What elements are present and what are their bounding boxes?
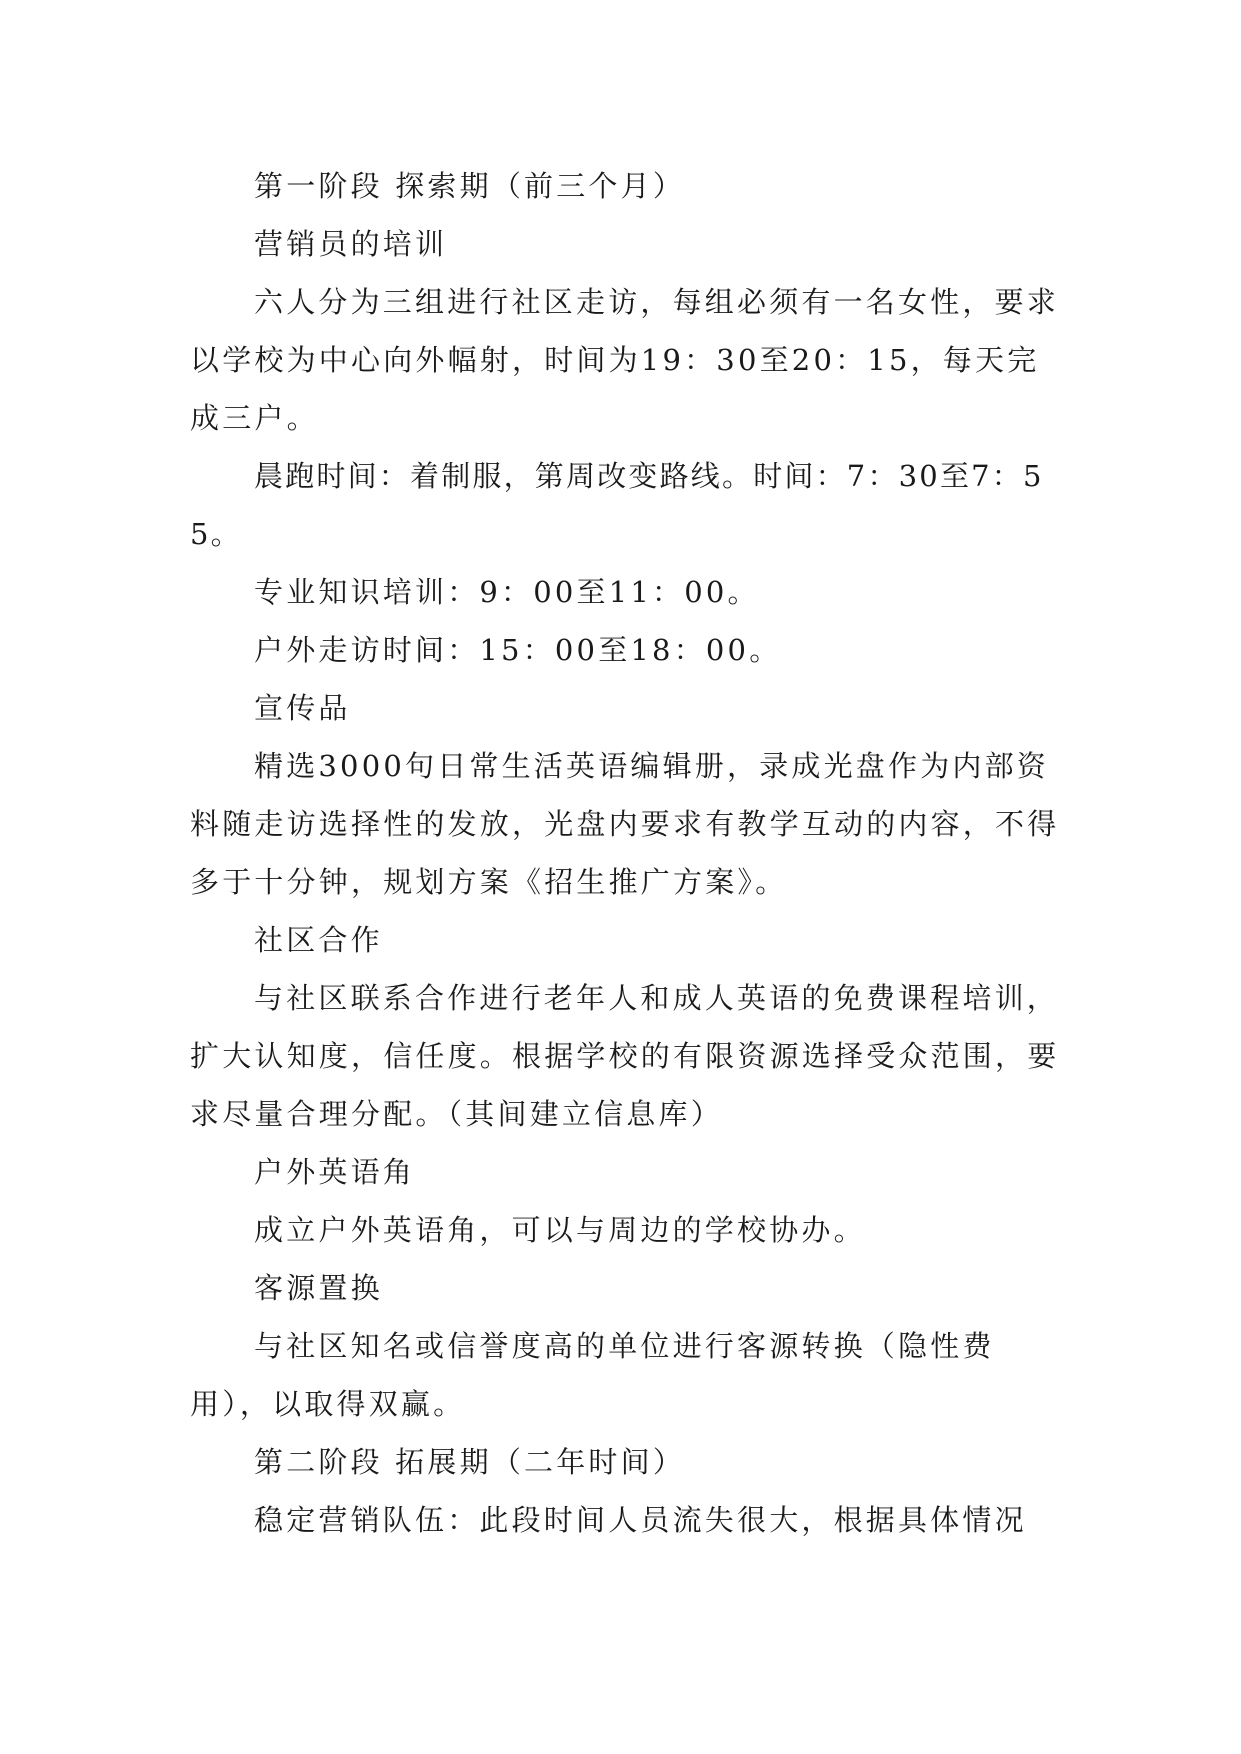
stage-one-heading: 第一阶段 探索期（前三个月） — [254, 169, 686, 203]
paragraph-community-visits: 六人分为三组进行社区走访，每组必须有一名女性，要求以学校为中心向外幅射，时间为19：30至20：15，每天完成三户。 — [190, 285, 1060, 435]
section-heading-english-corner: 户外英语角 — [254, 1155, 416, 1189]
paragraph-stable-team: 稳定营销队伍：此段时间人员流失很大，根据具体情况 — [254, 1503, 1027, 1537]
section-heading-customer-exchange: 客源置换 — [254, 1271, 383, 1305]
section-heading-promo-materials: 宣传品 — [254, 691, 351, 725]
paragraph-outdoor-visit-time: 户外走访时间：15：00至18：00。 — [254, 633, 782, 667]
paragraph-community-cooperation: 与社区联系合作进行老年人和成人英语的免费课程培训，扩大认知度，信任度。根据学校的有限资源选择受众范围，要求尽量合理分配。（其间建立信息库） — [190, 981, 1060, 1131]
section-heading-community-cooperation: 社区合作 — [254, 923, 383, 957]
paragraph-english-corner: 成立户外英语角，可以与周边的学校协办。 — [254, 1213, 866, 1247]
paragraph-promo-materials: 精选3000句日常生活英语编辑册，录成光盘作为内部资料随走访选择性的发放，光盘内要求有教学互动的内容，不得多于十分钟，规划方案《招生推广方案》。 — [190, 749, 1060, 899]
document-body — [190, 157, 1060, 1549]
paragraph-customer-exchange: 与社区知名或信誉度高的单位进行客源转换（隐性费用），以取得双赢。 — [190, 1329, 995, 1421]
stage-two-heading: 第二阶段 拓展期（二年时间） — [254, 1445, 686, 1479]
paragraph-morning-run: 晨跑时间：着制服，第周改变路线。时间：7：30至7：55。 — [190, 459, 1044, 551]
paragraph-professional-training: 专业知识培训：9：00至11：00。 — [254, 575, 760, 609]
section-heading-sales-training: 营销员的培训 — [254, 227, 448, 261]
